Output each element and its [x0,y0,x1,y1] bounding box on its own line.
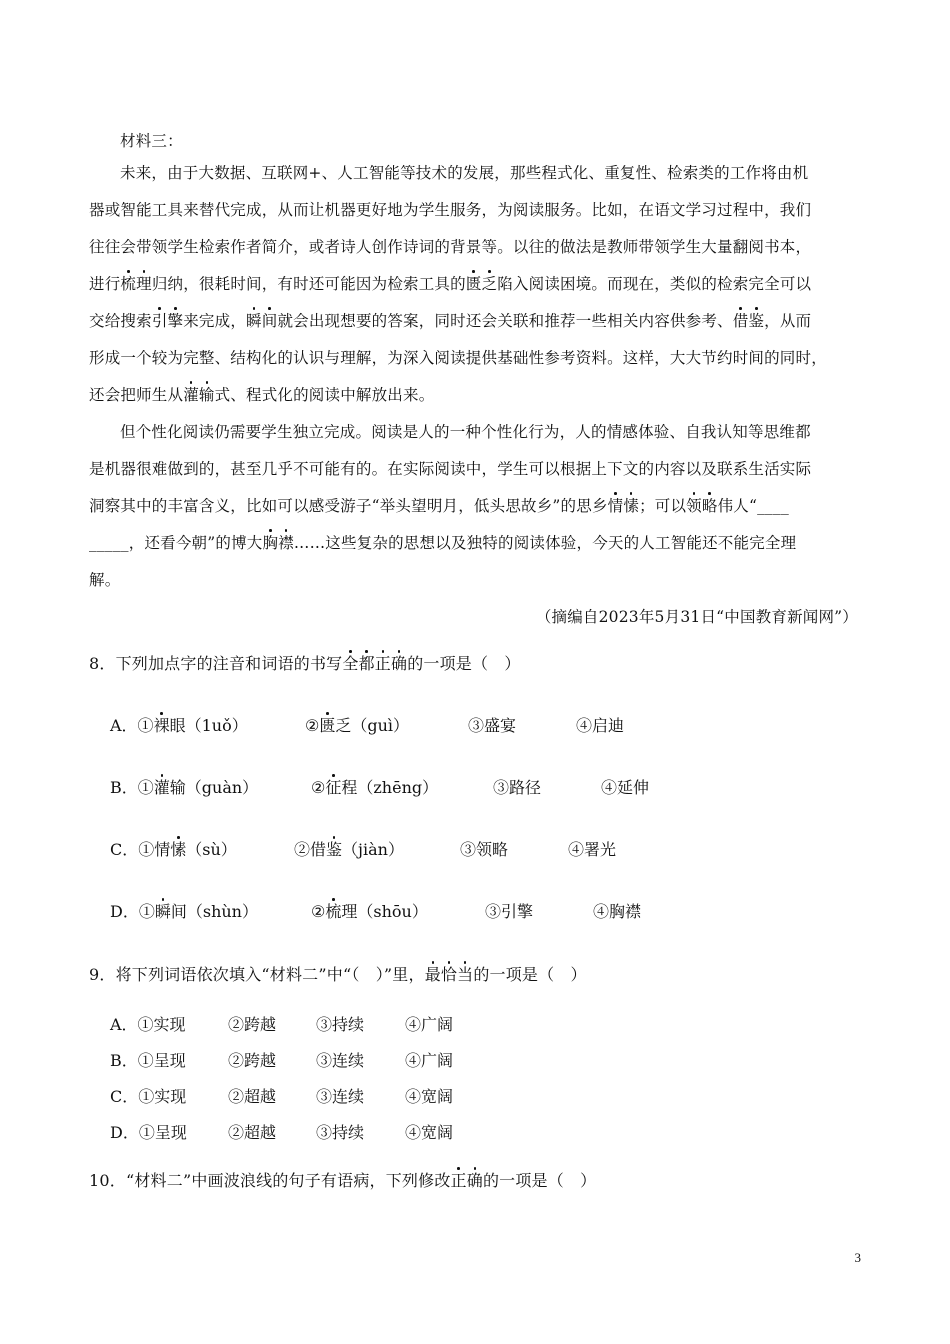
dotted-char: 全 [342,654,359,673]
paragraph-line: 还会把师生从灌输式、程式化的阅读中解放出来。 [89,386,435,404]
dotted-char: 瞬 [154,902,171,921]
paragraph-line: 器或智能工具来替代完成，从而让机器更好地为学生服务，为阅读服务。比如，在语文学习过程中，我们 [89,201,812,219]
dotted-char: 裸 [153,716,170,735]
dotted-word [262,534,293,552]
dotted-char: 都 [358,654,375,673]
dotted-word [466,275,497,293]
dotted-char: 间 [261,312,278,330]
dotted-char: 乏 [481,275,498,293]
dotted-word [120,275,151,293]
dotted-char: 正 [374,654,391,673]
paragraph-line: 进行梳理归纳，很耗时间，有时还可能因为检索工具的匮乏陷入阅读困境。而现在，类似的检索完全可以 [89,275,812,293]
dotted-char: 鉴 [326,840,343,859]
dotted-char: 确 [391,654,408,673]
dotted-char: 最 [424,965,441,984]
dotted-char: 擎 [167,312,184,330]
dotted-char: 梳 [325,902,342,921]
paragraph-line: 形成一个较为完整、结构化的认识与理解，为深入阅读提供基础性参考资料。这样，大大节约时间的同时， [89,349,827,367]
dotted-char: 理 [136,275,152,293]
dotted-char: 匮 [465,275,482,293]
dotted-word [425,965,474,984]
paragraph-line: 交给搜索引擎来完成，瞬间就会出现想要的答案，同时还会关联和推荐一些相关内容供参考、借鉴，从而 [89,312,812,330]
dotted-char: 输 [198,386,215,404]
dotted-word [342,654,407,673]
paragraph-line: 解。 [89,571,121,589]
dotted-char: 恰 [440,965,458,984]
paragraph-line: 洞察其中的丰富含义，比如可以感受游子“举头望明月，低头思故乡”的思乡情愫；可以领略伟人“____ [89,497,789,515]
paragraph-line: 但个性化阅读仍需要学生独立完成。阅读是人的一种个性化行为，人的情感体验、自我认知等思维都 [120,423,811,441]
question-8-stem: 8．下列加点字的注音和词语的书写全都正确的一项是（ ） [89,654,521,673]
source-citation: （摘编自2023年5月31日“中国教育新闻网”） [535,608,858,626]
paragraph-line: _____，还看今朝”的博大胸襟……这些复杂的思想以及独特的阅读体验，今天的人工智能还不能完全理 [89,534,797,552]
dotted-word [733,312,764,330]
paragraph-line: 未来，由于大数据、互联网+、人工智能等技术的发展，那些程式化、重复性、检索类的工作将由机 [120,164,809,182]
dotted-word [686,497,717,515]
dotted-word [451,1171,483,1190]
dotted-word [608,497,639,515]
dotted-char: 借 [732,312,749,330]
dotted-word [152,312,183,330]
dotted-char: 灌 [183,386,199,404]
dotted-char: 瞬 [246,312,262,330]
dotted-char: 匮 [319,716,336,735]
dotted-word [246,312,277,330]
dotted-char: 梳 [120,275,137,293]
dotted-char: 当 [457,965,474,984]
dotted-char: 襟 [278,534,294,552]
dotted-char: 正 [450,1171,467,1190]
dotted-char: 灌 [153,778,170,797]
dotted-char: 确 [466,1171,483,1190]
dotted-char: 胸 [262,534,279,552]
dotted-char: 愫 [170,840,187,859]
dotted-char: 愫 [623,497,640,515]
dotted-char: 引 [151,312,168,330]
document-page: 材料三： 未来，由于大数据、互联网+、人工智能等技术的发展，那些程式化、重复性、检索类的工作将由机 器或智能工具来替代完成，从而让机器更好地为学生服务，为阅读服务。比如，在语文学习过程中，我们 往往会带领学生检索作者简介，或者诗人创作诗词的背景等。以往的做法是教师带领学生大量翻阅书本， 进行梳理归纳，很耗时间，有时还可能因为检索工具的匮乏陷入阅读困境。而现在，类似的检索完全可以 交给搜索引擎来完成，瞬间就会出现想要的答案，同时还会关联和推荐一些相关内容供参考、借鉴，从而 形成一个较为完整、结构化的认识与理解，为深入阅读提供基础性参考资料。这样，大大节约时间的同时， 还会把师生从灌输式、程式化的阅读中解放出来。 但个性化阅读仍需要学生独立完成。阅读是人的一种个性化行为，人的情感体验、自我认知等思维都 是机器很难做到的，甚至几乎不可能有的。在实际阅读中，学生可以根据上下文的内容以及联系生活实际 洞察其中的丰富含义，比如可以感受游子“举头望明月，低头思故乡”的思乡情愫；可以领略伟人“____ _____，还看今朝”的博大胸襟……这些复杂的思想以及独特的阅读体验，今天的人工智能还不能完全理 解。 （摘编自2023年5月31日“中国教育新闻网”） 8．下列加点字的注音和词语的书写全都正确的一项是（ ） A．①裸眼（1uǒ） ②匮乏（guì） ③盛宴 ④启迪 B．①灌输（guàn） ②征程（zhēng） ③路径 ④延伸 C．①情愫（sù） ②借鉴（jiàn） ③领略 ④署光 D．①瞬间（shùn） ②梳理（shōu） ③引擎 ④胸襟 9．将下列词语依次填入“材料二”中“（ ）”里，最恰当的一项是（ ） A．①实现 ②跨越 ③持续 ④广阔 B．①呈现 ②跨越 ③连续 ④广阔 C．①实现 ②超越 ③连续 ④宽阔 D．①呈现 ②超越 ③持续 ④宽阔 10．“材料二”中画波浪线的句子有语病，下列修改正确的一项是（ ） 3 [89,132,861,1265]
dotted-char: 略 [701,497,718,515]
dotted-word [183,386,214,404]
dotted-char: 征 [325,778,342,797]
page-number: 3 [854,1250,861,1265]
paragraph-line: 往往会带领学生检索作者简介，或者诗人创作诗词的背景等。以往的做法是教师带领学生大量翻阅书本， [89,238,812,256]
question-9-stem: 9．将下列词语依次填入“材料二”中“（ ）”里，最恰当的一项是（ ） [89,965,587,984]
paragraph-line: 是机器很难做到的，甚至几乎不可能有的。在实际阅读中，学生可以根据上下文的内容以及联系生活实际 [89,460,812,478]
material-heading: 材料三： [120,132,183,150]
dotted-char: 鉴 [748,312,765,330]
question-10-stem: 10．“材料二”中画波浪线的句子有语病，下列修改正确的一项是（ ） [89,1171,597,1190]
dotted-char: 领 [686,497,702,515]
dotted-char: 情 [607,497,624,515]
